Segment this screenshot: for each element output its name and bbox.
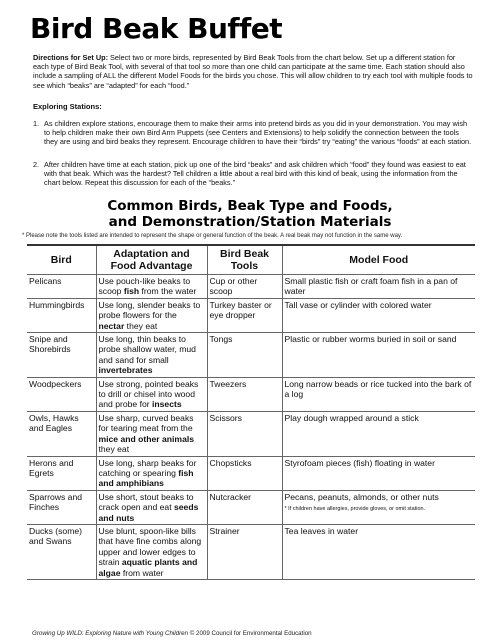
step-text: After children have time at each station, pick up one of the bird “beaks” and ask children which “food” they found was easiest to eat with that beak. Which was the hardest? Tell children a little about a real bird with this kind of beak, using the information from the chart below. Repeat this discussion for each of the “beaks.” <box>44 160 466 188</box>
bird-name: Pelicans <box>29 276 62 286</box>
table-header-row <box>27 245 475 275</box>
bird-beak-table <box>27 244 475 580</box>
cell-adaptation <box>96 411 207 456</box>
table-note: * Please note the tools listed are intended to represent the shape or general function of the beak. A real beak may not function in the same way. <box>22 233 403 239</box>
exploring-heading: Exploring Stations: <box>33 102 102 111</box>
cell-bird <box>27 275 96 299</box>
bird-name: Ducks (some) and Swans <box>29 525 83 547</box>
cell-beak-tool <box>207 456 282 490</box>
cell-bird <box>27 333 96 378</box>
adaptation-text: from water <box>120 567 164 578</box>
cell-model-food <box>282 456 475 490</box>
cell-model-food <box>282 490 475 524</box>
table-row <box>27 524 475 579</box>
bird-name: Owls, Hawks and Eagles <box>29 412 79 434</box>
exploring-step <box>33 160 473 188</box>
step-number: 1. <box>33 119 40 128</box>
beak-tool: Tongs <box>209 334 233 345</box>
adaptation-text: Use pouch-like beaks to scoop <box>98 276 191 297</box>
table-title-line: and Demonstration/Station Materials <box>108 214 392 230</box>
adaptation-food: insects <box>152 399 182 410</box>
cell-bird <box>27 456 96 490</box>
adaptation-food: fish and amphibians <box>98 467 194 489</box>
table-row <box>27 298 475 332</box>
step-number: 2. <box>33 160 40 169</box>
cell-adaptation <box>96 524 207 579</box>
cell-beak-tool <box>207 275 282 299</box>
cell-bird <box>27 298 96 332</box>
model-food: Tall vase or cylinder with colored water <box>284 299 432 310</box>
bird-name: Hummingbirds <box>29 299 85 310</box>
cell-adaptation <box>96 333 207 378</box>
header-bird: Bird <box>27 245 96 275</box>
adaptation-food: aquatic plants and algae <box>98 557 198 578</box>
header-model-food: Model Food <box>282 245 475 275</box>
table-row <box>27 456 475 490</box>
bird-name: Snipe and Shorebirds <box>29 334 71 355</box>
bird-name: Herons and Egrets <box>29 457 74 478</box>
table-title-line: Common Birds, Beak Type and Foods, <box>107 198 393 214</box>
cell-beak-tool <box>207 490 282 524</box>
adaptation-text: Use long, slender beaks to probe flowers for the <box>98 299 201 321</box>
header-beak-tools: Bird Beak Tools <box>207 245 282 275</box>
adaptation-text: they eat <box>98 444 130 455</box>
table-row <box>27 377 475 411</box>
cell-bird <box>27 411 96 456</box>
cell-adaptation <box>96 456 207 490</box>
beak-tool: Strainer <box>209 525 240 536</box>
cell-model-food <box>282 411 475 456</box>
table-row <box>27 333 475 378</box>
setup-directions <box>33 53 473 90</box>
bird-name: Sparrows and Finches <box>29 491 83 513</box>
beak-tool: Cup or other scoop <box>209 276 258 297</box>
beak-tool: Nutcracker <box>209 491 252 502</box>
header-adaptation: Adaptation and Food Advantage <box>96 245 207 275</box>
cell-bird <box>27 490 96 524</box>
setup-directions-text: Select two or more birds, represented by Bird Beak Tools from the chart below. Set up a different station for each type of Bird Beak Tool, with several of that tool so more than one child can participate at the same time. Each station should also include a sampling of ALL the different Model Foods for the birds you chose. This will allow children to try each tool with multiple foods to see which “beaks” are “adapted” for each “food.” <box>33 53 473 90</box>
bird-name: Woodpeckers <box>29 378 82 389</box>
adaptation-food: fish <box>123 286 140 297</box>
table-row <box>27 490 475 524</box>
cell-beak-tool <box>207 411 282 456</box>
step-text: As children explore stations, encourage them to make their arms into pretend birds as you did in your demonstration. You may wish to help children make their own Bird Arm Puppets (see Centers and Extensions) to help solidify the connection between the tools they are using and bird beaks they represent. Encourage children to have their “birds” try “eating” the various “foods” at each station. <box>44 119 472 147</box>
table-row <box>27 411 475 456</box>
cell-beak-tool <box>207 377 282 411</box>
adaptation-text: they eat <box>124 320 158 331</box>
beak-tool: Tweezers <box>209 378 247 389</box>
model-food: Play dough wrapped around a stick <box>284 412 419 423</box>
footer <box>32 630 312 637</box>
table-title <box>0 198 500 230</box>
beak-tool: Turkey baster or eye dropper <box>209 299 272 321</box>
adaptation-food: nectar <box>98 320 125 331</box>
adaptation-food: invertebrates <box>98 365 153 376</box>
adaptation-text: Use short, stout beaks to crack open and eat <box>98 491 194 513</box>
adaptation-text: Use strong, pointed beaks to drill or chisel into wood and probe for <box>98 378 199 410</box>
cell-adaptation <box>96 490 207 524</box>
cell-beak-tool <box>207 333 282 378</box>
cell-beak-tool <box>207 524 282 579</box>
beak-tool: Scissors <box>209 412 242 423</box>
cell-model-food <box>282 524 475 579</box>
cell-model-food <box>282 333 475 378</box>
cell-model-food <box>282 275 475 299</box>
model-food: Small plastic fish or craft foam fish in a pan of water <box>284 276 458 297</box>
adaptation-text: from the water <box>139 286 197 297</box>
cell-model-food <box>282 377 475 411</box>
adaptation-text: Use blunt, spoon-like bills that have fine combs along upper and lower edges to strain <box>98 525 202 568</box>
adaptation-text: Use long, thin beaks to probe shallow water, mud and sand for small <box>98 334 196 365</box>
cell-bird <box>27 377 96 411</box>
adaptation-food: mice and other animals <box>98 433 195 444</box>
adaptation-text: Use long, sharp beaks for catching or spearing <box>98 457 197 478</box>
adaptation-food: seeds and nuts <box>98 502 199 523</box>
model-food: Long narrow beads or rice tucked into the bark of a log <box>284 378 472 400</box>
model-food: Pecans, peanuts, almonds, or other nuts <box>284 491 439 502</box>
exploring-step <box>33 119 473 147</box>
adaptation-text: Use sharp, curved beaks for tearing meat from the <box>98 412 194 434</box>
page-title: Bird Beak Buffet <box>30 12 283 45</box>
model-food: Styrofoam pieces (fish) floating in water <box>284 457 435 468</box>
table-row <box>27 275 475 299</box>
cell-model-food <box>282 298 475 332</box>
model-food: Tea leaves in water <box>284 525 359 536</box>
beak-tool: Chopsticks <box>209 457 252 468</box>
footer-book: Growing Up WILD: Exploring Nature with Young Children <box>32 630 189 637</box>
setup-directions-label: Directions for Set Up: <box>33 53 109 62</box>
cell-bird <box>27 524 96 579</box>
allergy-note: * If children have allergies, provide gloves, or omit station. <box>284 506 426 513</box>
cell-beak-tool <box>207 298 282 332</box>
cell-adaptation <box>96 275 207 299</box>
cell-adaptation <box>96 298 207 332</box>
footer-copyright: © 2009 Council for Environmental Education <box>188 630 312 637</box>
model-food: Plastic or rubber worms buried in soil or sand <box>284 334 457 345</box>
cell-adaptation <box>96 377 207 411</box>
